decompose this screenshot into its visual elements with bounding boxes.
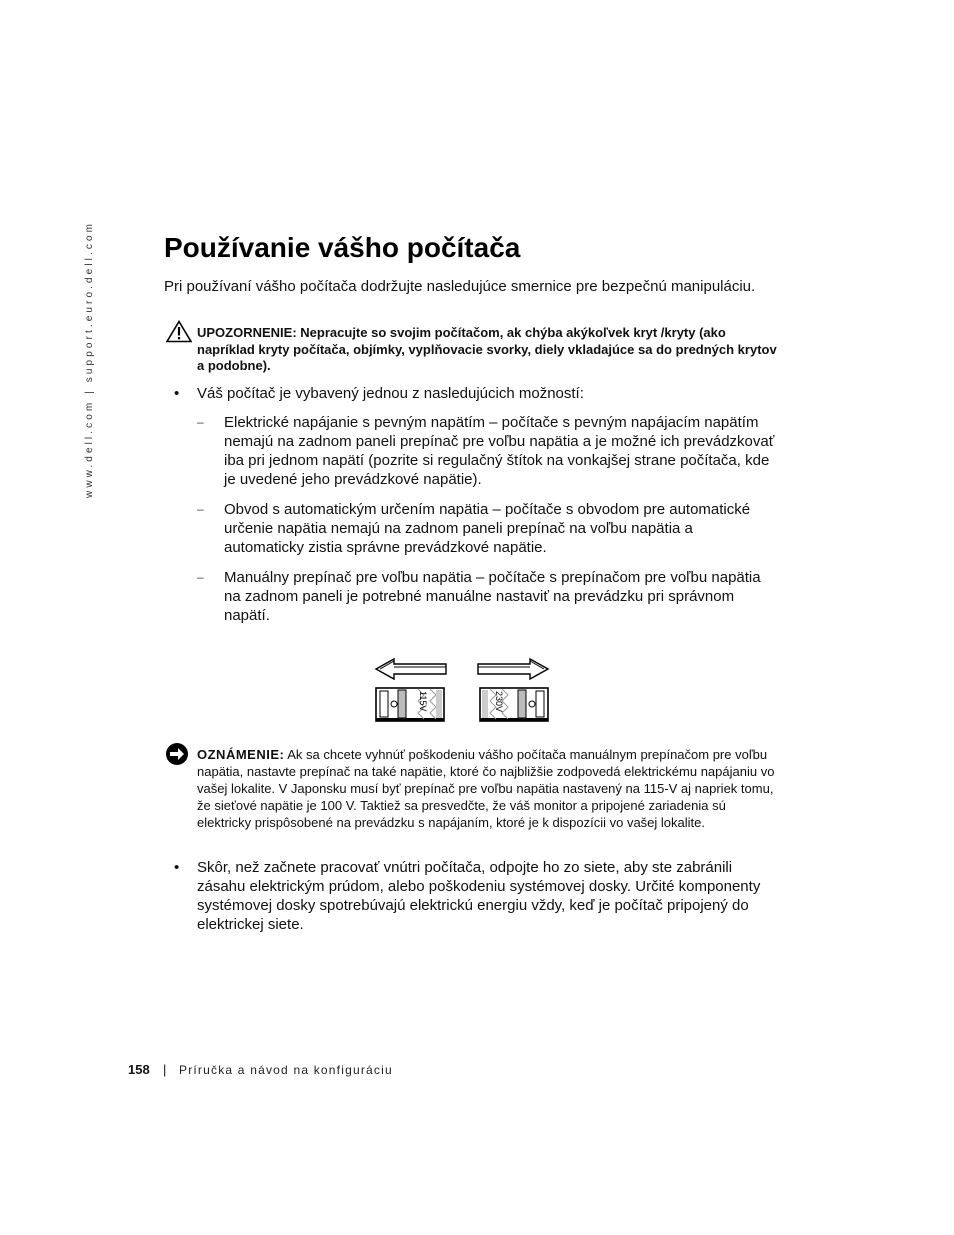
subitem-auto-voltage <box>197 500 776 557</box>
intro-paragraph: Pri používaní vášho počítača dodržujte nasledujúce smernice pre bezpečnú manipuláciu. <box>164 278 756 295</box>
warning-text: Nepracujte so svojim počítačom, ak chýba akýkoľvek kryt /kryty (ako napríklad kryty počítača, objímky, vyplňovacie svorky, diely vkladajúce sa do predných krytov a podobne). <box>197 325 777 373</box>
bullet-item <box>174 384 777 403</box>
notice-circle-icon <box>165 742 189 766</box>
notice-text: Ak sa chcete vyhnúť poškodeniu vášho počítača manuálnym prepínačom pre voľbu napätia, nastavte prepínač na také napätie, ktoré čo najbližšie zodpovedá elektrickému napájaniu vo vašej lokalite. V Japonsku musí byť prepínač pre voľbu napätia nastavený na 115-V aj napriek tomu, že sieťové napätie je 100 V. Taktiež sa presvedčte, že váš monitor a pripojené zariadenia sú elektricky prispôsobené na prevádzku s napájaním, ktoré je k dispozícii vo vašej lokalite. <box>197 747 775 830</box>
bullet-text: Skôr, než začnete pracovať vnútri počítača, odpojte ho zo siete, aby ste zabránili zásahu elektrickým prúdom, alebo poškodeniu systémovej dosky. Určité komponenty systémovej dosky spotrebúvajú elektrickú energiu vždy, keď je počítač pripojený do elektrickej siete. <box>197 859 761 933</box>
warning-label: UPOZORNENIE: <box>197 325 297 340</box>
arrow-left-icon <box>376 659 446 679</box>
bullet-item <box>174 858 777 934</box>
notice-block <box>197 746 777 831</box>
footer-title: Príručka a návod na konfiguráciu <box>179 1063 393 1077</box>
bullet-marker: • <box>174 859 180 876</box>
notice-label: OZNÁMENIE: <box>197 747 285 762</box>
side-url: www.dell.com | support.euro.dell.com <box>84 220 95 498</box>
label-115v: 115V <box>418 691 428 712</box>
subitem-text: Manuálny prepínač pre voľbu napätia – počítače s prepínačom pre voľbu napätia na zadnom paneli je potrebné manuálne nastaviť na prevádzku pri správnom napätí. <box>224 569 761 624</box>
warning-block <box>197 325 777 375</box>
arrow-right-icon <box>478 659 548 679</box>
warning-triangle-icon <box>166 320 192 343</box>
voltage-switch-115 <box>376 688 444 721</box>
subitem-text: Obvod s automatickým určením napätia – počítače s obvodom pre automatické určenie napätia nemajú na zadnom paneli prepínač na voľbu napätia a automaticky zistia správne prevádzkové napätie. <box>224 501 751 556</box>
voltage-switch-figure <box>370 652 560 728</box>
bullet-text: Váš počítač je vybavený jednou z nasledujúcich možností: <box>197 385 584 402</box>
bullet-marker: • <box>174 385 180 402</box>
subitem-fixed-voltage <box>197 413 776 489</box>
dash-marker: – <box>197 570 204 584</box>
voltage-switch-230 <box>480 688 548 721</box>
dash-marker: – <box>197 502 204 516</box>
footer-separator: | <box>163 1062 167 1077</box>
subitem-text: Elektrické napájanie s pevným napätím – počítače s pevným napájacím napätím nemajú na zadnom paneli prepínač pre voľbu napätia a je možné ich prevádzkovať iba pri jednom napätí (pozrite si regulačný štítok na vonkajšej strane počítača, kde je uvedené jeho prevádzkové napätie). <box>224 414 775 488</box>
label-230v: 230V <box>494 691 504 713</box>
subitem-manual-switch <box>197 568 776 625</box>
page-number: 158 <box>128 1062 150 1077</box>
dash-marker: – <box>197 415 204 429</box>
page-title: Používanie vášho počítača <box>164 232 521 263</box>
